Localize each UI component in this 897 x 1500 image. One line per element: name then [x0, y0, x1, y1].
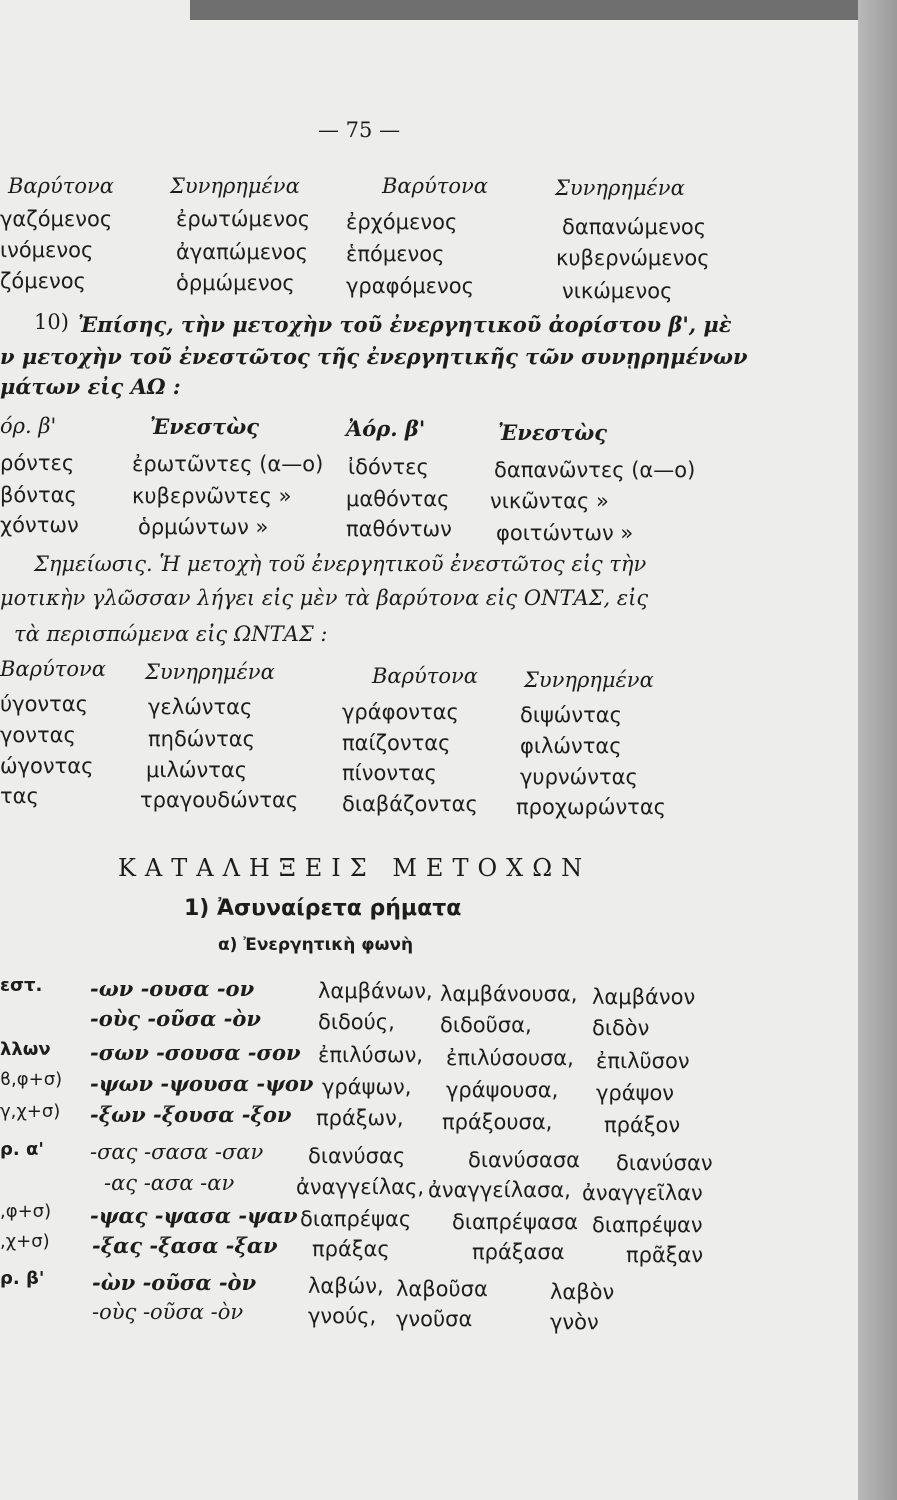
table3-cell: γοντας [0, 723, 76, 747]
table1-cell: ἐρωτώμενος [176, 207, 311, 231]
note-line-3: τὰ περισπώμενα εἰς ΩΝΤΑΣ : [14, 622, 328, 646]
table3-header-4: Συνηρημένα [524, 668, 654, 692]
subtitle-voice: α) Ἐνεργητικὴ φωνὴ [218, 935, 414, 955]
para10-line-1: Ἐπίσης, τὴν μετοχὴν τοῦ ἐνεργητικοῦ ἀορίστου β', μὲ [78, 312, 732, 337]
endings-neuter: πράξον [604, 1113, 681, 1137]
endings-label: ,φ+σ) [0, 1201, 52, 1222]
table1-cell: κυβερνώμενος [556, 246, 710, 270]
endings-neuter: ἀναγγεῖλαν [582, 1181, 703, 1205]
table1-cell: ἀγαπώμενος [176, 240, 308, 264]
endings-neuter: ἐπιλῦσον [596, 1049, 690, 1073]
endings-feminine: ἀναγγείλασα, [428, 1178, 571, 1202]
table1-cell: ινόμενος [0, 238, 94, 262]
endings-neuter: πρᾶξαν [626, 1243, 704, 1267]
table1-cell: ζόμενος [0, 269, 86, 293]
table2-header-2: Ἐνεστὼς [150, 414, 259, 439]
table3-cell: διαβάζοντας [342, 792, 478, 816]
table2-cell: ὁρμώντων » [138, 515, 269, 539]
endings-suffixes: -σας -σασα -σαν [90, 1140, 264, 1164]
endings-masculine: ἐπιλύσων, [318, 1043, 423, 1067]
table1-header-4: Συνηρημένα [555, 176, 685, 200]
endings-suffixes: -σων -σουσα -σον [90, 1040, 301, 1065]
page-number: — 75 — [318, 118, 401, 142]
table3-header-2: Συνηρημένα [145, 660, 275, 684]
table1-cell: ὁρμώμενος [176, 271, 295, 295]
para10-line-3: μάτων εἰς ΑΩ : [0, 374, 181, 399]
subtitle-conjugation: 1) Ἀσυναίρετα ρήματα [184, 896, 462, 921]
table3-header-1: Βαρύτονα [0, 657, 106, 681]
endings-suffixes: -οὺς -οῦσα -ὸν [90, 1006, 261, 1031]
endings-masculine: γράψων, [322, 1075, 412, 1099]
table2-cell: φοιτώντων » [496, 521, 634, 545]
endings-feminine: ἐπιλύσουσα, [446, 1046, 574, 1070]
endings-label: λλων [0, 1039, 51, 1060]
endings-masculine: διδούς, [318, 1010, 395, 1034]
table2-cell: μαθόντας [346, 487, 450, 511]
table3-cell: τραγουδώντας [140, 788, 299, 812]
table2-cell: ἰδόντες [348, 455, 429, 479]
endings-feminine: λαμβάνουσα, [440, 982, 578, 1006]
table2-cell: χόντων [0, 513, 79, 537]
table2-cell: κυβερνῶντες » [132, 484, 292, 508]
table3-cell: διψώντας [520, 703, 622, 727]
endings-label: ϐ,φ+σ) [0, 1069, 63, 1090]
endings-suffixes: -ψας -ψασα -ψαν [90, 1203, 298, 1228]
endings-masculine: λαμβάνων, [318, 979, 433, 1003]
endings-masculine: γνούς, [308, 1304, 377, 1328]
table3-cell: πίνοντας [342, 761, 437, 785]
table2-cell: βόντας [0, 483, 77, 507]
endings-masculine: λαβών, [308, 1274, 384, 1298]
section-title: ΚΑΤΑΛΗΞΕΙΣ ΜΕΤΟΧΩΝ [118, 854, 592, 882]
endings-label: εστ. [0, 975, 43, 996]
endings-masculine: διαπρέψας [300, 1207, 412, 1231]
table3-cell: φιλώντας [520, 734, 622, 758]
endings-neuter: διδὸν [592, 1016, 650, 1040]
table2-header-1: όρ. β' [0, 414, 57, 438]
table3-cell: μιλώντας [146, 758, 248, 782]
endings-feminine: πράξουσα, [442, 1110, 553, 1134]
endings-masculine: ἀναγγείλας, [296, 1175, 424, 1199]
scan-background-edge [858, 0, 897, 1500]
table3-cell: προχωρώντας [516, 795, 666, 819]
note-line-2: μοτικὴν γλῶσσαν λήγει εἰς μὲν τὰ βαρύτονα εἰς ΟΝΤΑΣ, εἰς [0, 586, 649, 610]
endings-masculine: πράξων, [316, 1106, 404, 1130]
endings-feminine: διανύσασα [468, 1148, 580, 1172]
endings-masculine: διανύσας [308, 1144, 406, 1168]
table3-cell: ύγοντας [0, 692, 88, 716]
note-line-1: Σημείωσις. Ἡ μετοχὴ τοῦ ἐνεργητικοῦ ἐνεστῶτος εἰς τὴν [34, 552, 647, 576]
endings-suffixes: -ας -ασα -αν [104, 1171, 235, 1195]
endings-feminine: γράψουσα, [446, 1078, 559, 1102]
endings-neuter: λαβὸν [550, 1280, 615, 1304]
endings-label: ρ. β' [0, 1268, 45, 1289]
table2-cell: ἐρωτῶντες (α—ο) [132, 452, 324, 476]
table1-cell: ἑπόμενος [346, 242, 445, 266]
endings-suffixes: -ξων -ξουσα -ξον [90, 1102, 292, 1127]
para10-number: 10) [34, 310, 69, 334]
table3-cell: παίζοντας [342, 731, 451, 755]
table1-header-3: Βαρύτονα [382, 174, 488, 198]
endings-neuter: διαπρέψαν [592, 1213, 703, 1237]
table3-cell: γυρνώντας [520, 765, 638, 789]
endings-suffixes: -ὼν -οῦσα -ὸν [92, 1270, 257, 1295]
endings-suffixes: -οὺς -οῦσα -ὸν [92, 1300, 244, 1324]
table1-cell: δαπανώμενος [562, 215, 707, 239]
endings-neuter: λαμβάνον [592, 985, 696, 1009]
endings-suffixes: -ων -ουσα -ον [90, 976, 255, 1001]
endings-feminine: διδοῦσα, [440, 1013, 532, 1037]
endings-label: ρ. α' [0, 1139, 44, 1160]
table1-cell: ἐρχόμενος [346, 210, 458, 234]
table2-cell: παθόντων [346, 517, 452, 541]
endings-suffixes: -ψων -ψουσα -ψον [90, 1071, 314, 1096]
table1-cell: γραφόμενος [346, 274, 474, 298]
scan-background-top [190, 0, 897, 20]
para10-line-2: ν μετοχὴν τοῦ ἐνεστῶτος τῆς ἐνεργητικῆς τῶν συνῃρημένων [0, 344, 748, 369]
endings-feminine: γνοῦσα [396, 1307, 473, 1331]
table3-cell: γελώντας [148, 695, 253, 719]
table2-cell: νικῶντας » [490, 489, 609, 513]
table3-cell: τας [0, 784, 39, 808]
table3-cell: γράφοντας [342, 700, 459, 724]
endings-feminine: λαβοῦσα [396, 1277, 488, 1301]
endings-masculine: πράξας [312, 1237, 390, 1261]
table2-header-3: Ἀόρ. β' [346, 416, 426, 441]
table1-header-1: Βαρύτονα [8, 174, 114, 198]
endings-suffixes: -ξας -ξασα -ξαν [92, 1233, 278, 1258]
endings-neuter: διανύσαν [616, 1151, 713, 1175]
table3-cell: πηδώντας [148, 727, 255, 751]
table1-header-2: Συνηρημένα [170, 174, 300, 198]
endings-label: ,χ+σ) [0, 1231, 50, 1252]
table3-header-3: Βαρύτονα [372, 664, 478, 688]
table2-header-4: Ἐνεστὼς [498, 420, 607, 445]
endings-feminine: διαπρέψασα [452, 1210, 578, 1234]
endings-neuter: γράψον [596, 1081, 675, 1105]
table1-cell: γαζόμενος [0, 207, 113, 231]
endings-label: γ,χ+σ) [0, 1101, 61, 1122]
endings-neuter: γνὸν [550, 1310, 599, 1334]
table3-cell: ώγοντας [0, 754, 94, 778]
table2-cell: δαπανῶντες (α—ο) [494, 458, 696, 482]
endings-feminine: πράξασα [472, 1240, 565, 1264]
table2-cell: ρόντες [0, 451, 75, 475]
table1-cell: νικώμενος [562, 279, 673, 303]
